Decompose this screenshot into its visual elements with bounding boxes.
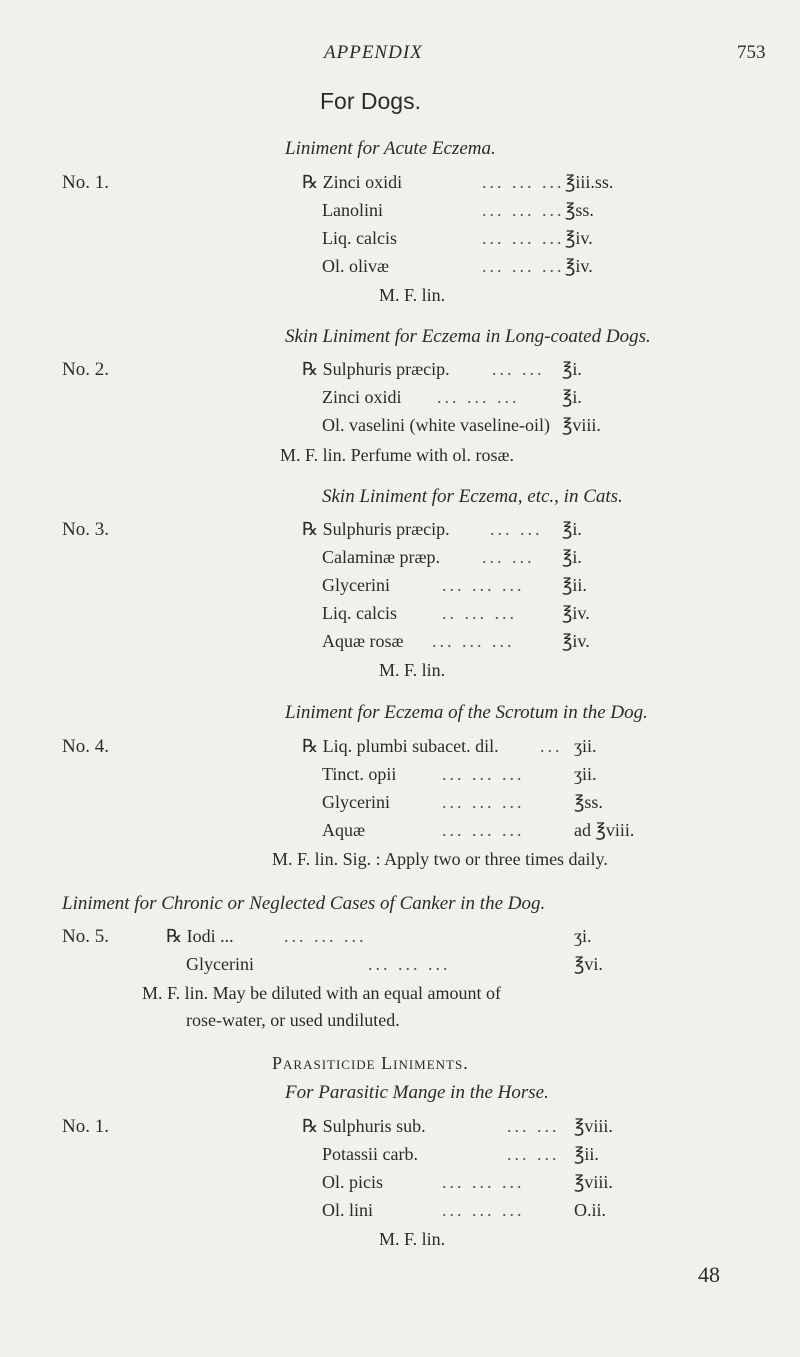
leader-dots: ... ... xyxy=(507,1116,560,1136)
ingredient-qty: ℥iv. xyxy=(562,603,590,623)
running-title: APPENDIX xyxy=(324,42,423,63)
section-4-number: No. 4. xyxy=(62,736,109,757)
leader-dots: .. ... ... xyxy=(442,603,517,623)
section-5-subhead: Liniment for Chronic or Neglected Cases of Canker in the Dog. xyxy=(62,893,546,914)
leader-dots: ... ... ... xyxy=(482,172,565,192)
ingredient-qty: ℥vi. xyxy=(574,954,603,974)
ingredient-name: ℞ Liq. plumbi subacet. dil. xyxy=(302,736,499,756)
ingredient-name: ℞ Sulphuris sub. xyxy=(302,1116,426,1136)
section-5-number: No. 5. xyxy=(62,926,109,947)
ingredient-qty: O.ii. xyxy=(574,1200,607,1220)
ingredient-name: Glycerini xyxy=(322,575,390,595)
ingredient-qty: ℥viii. xyxy=(562,415,601,435)
leader-dots: ... ... ... xyxy=(437,387,520,407)
directions: M. F. lin. xyxy=(379,1229,446,1249)
section-1-number: No. 1. xyxy=(62,172,109,193)
directions: M. F. lin. xyxy=(379,660,446,680)
ingredient-name: Tinct. opii xyxy=(322,764,397,784)
section-4-subhead: Liniment for Eczema of the Scrotum in the Dog. xyxy=(285,702,648,723)
ingredient-name: Zinci oxidi xyxy=(322,387,402,407)
ingredient-name: ℞ Iodi ... xyxy=(166,926,234,946)
ingredient-qty: ℥iv. xyxy=(565,256,593,276)
ingredient-name: Aquæ xyxy=(322,820,366,840)
leader-dots: ... xyxy=(540,736,563,756)
section-3-subhead: Skin Liniment for Eczema, etc., in Cats. xyxy=(322,486,623,507)
directions: M. F. lin. Perfume with ol. rosæ. xyxy=(280,445,515,465)
ingredient-name: Liq. calcis xyxy=(322,603,397,623)
main-title: For Dogs. xyxy=(320,88,421,114)
ingredient-qty: ʒii. xyxy=(574,736,597,756)
ingredient-qty: ℥ii. xyxy=(574,1144,599,1164)
ingredient-name: ℞ Zinci oxidi xyxy=(302,172,403,192)
ingredient-name: Ol. olivæ xyxy=(322,256,390,276)
section-2-number: No. 2. xyxy=(62,359,109,380)
leader-dots: ... ... xyxy=(482,547,535,567)
ingredient-qty: ℥ii. xyxy=(562,575,587,595)
ingredient-name: ℞ Sulphuris præcip. xyxy=(302,519,450,539)
ingredient-name: Calaminæ præp. xyxy=(322,547,440,567)
directions: M. F. lin. May be diluted with an equal amount of xyxy=(142,983,502,1003)
leader-dots: ... ... ... xyxy=(442,820,525,840)
section-2-subhead: Skin Liniment for Eczema in Long-coated Dogs. xyxy=(285,326,651,347)
ingredient-name: Ol. picis xyxy=(322,1172,383,1192)
leader-dots: ... ... ... xyxy=(368,954,451,974)
ingredient-qty: ℥iv. xyxy=(565,228,593,248)
ingredient-name: Glycerini xyxy=(322,792,390,812)
page-number: 753 xyxy=(737,42,766,63)
signature-mark: 48 xyxy=(698,1262,720,1287)
ingredient-name: Liq. calcis xyxy=(322,228,397,248)
ingredient-name: Aquæ rosæ xyxy=(322,631,404,651)
leader-dots: ... ... ... xyxy=(442,792,525,812)
leader-dots: ... ... ... xyxy=(442,1172,525,1192)
ingredient-name: Lanolini xyxy=(322,200,383,220)
leader-dots: ... ... xyxy=(492,359,545,379)
running-header xyxy=(0,42,800,72)
ingredient-name: Glycerini xyxy=(186,954,254,974)
leader-dots: ... ... ... xyxy=(442,1200,525,1220)
directions: M. F. lin. xyxy=(379,285,446,305)
leader-dots: ... ... xyxy=(490,519,543,539)
ingredient-qty: ℥viii. xyxy=(574,1116,613,1136)
leader-dots: ... ... ... xyxy=(284,926,367,946)
leader-dots: ... ... ... xyxy=(442,764,525,784)
ingredient-name: ℞ Sulphuris præcip. xyxy=(302,359,450,379)
directions-continued: rose-water, or used undiluted. xyxy=(186,1010,400,1030)
ingredient-qty: ʒi. xyxy=(574,926,592,946)
leader-dots: ... ... ... xyxy=(482,256,565,276)
leader-dots: ... ... ... xyxy=(482,200,565,220)
ingredient-qty: ℥i. xyxy=(562,519,582,539)
ingredient-qty: ℥iv. xyxy=(562,631,590,651)
ingredient-qty: ℥i. xyxy=(562,359,582,379)
ingredient-qty: ℥i. xyxy=(562,547,582,567)
parasiticide-title: Parasiticide Liniments. xyxy=(272,1053,469,1073)
ingredient-qty: ℥iii.ss. xyxy=(565,172,614,192)
section-3-number: No. 3. xyxy=(62,519,109,540)
ingredient-name: Potassii carb. xyxy=(322,1144,418,1164)
leader-dots: ... ... ... xyxy=(442,575,525,595)
ingredient-qty: ℥viii. xyxy=(574,1172,613,1192)
ingredient-name: Ol. vaselini (white vaseline-oil) xyxy=(322,415,550,435)
ingredient-qty: ℥i. xyxy=(562,387,582,407)
ingredient-qty: ℥ss. xyxy=(565,200,594,220)
ingredient-qty: ad ℥viii. xyxy=(574,820,635,840)
leader-dots: ... ... ... xyxy=(482,228,565,248)
directions: M. F. lin. Sig. : Apply two or three times daily. xyxy=(272,849,608,869)
ingredient-name: Ol. lini xyxy=(322,1200,374,1220)
section-1-subhead: Liniment for Acute Eczema. xyxy=(285,138,496,159)
leader-dots: ... ... xyxy=(507,1144,560,1164)
ingredient-qty: ℥ss. xyxy=(574,792,603,812)
parasiticide-subhead: For Parasitic Mange in the Horse. xyxy=(285,1082,549,1103)
ingredient-qty: ʒii. xyxy=(574,764,597,784)
parasiticide-number: No. 1. xyxy=(62,1116,109,1137)
leader-dots: ... ... ... xyxy=(432,631,515,651)
